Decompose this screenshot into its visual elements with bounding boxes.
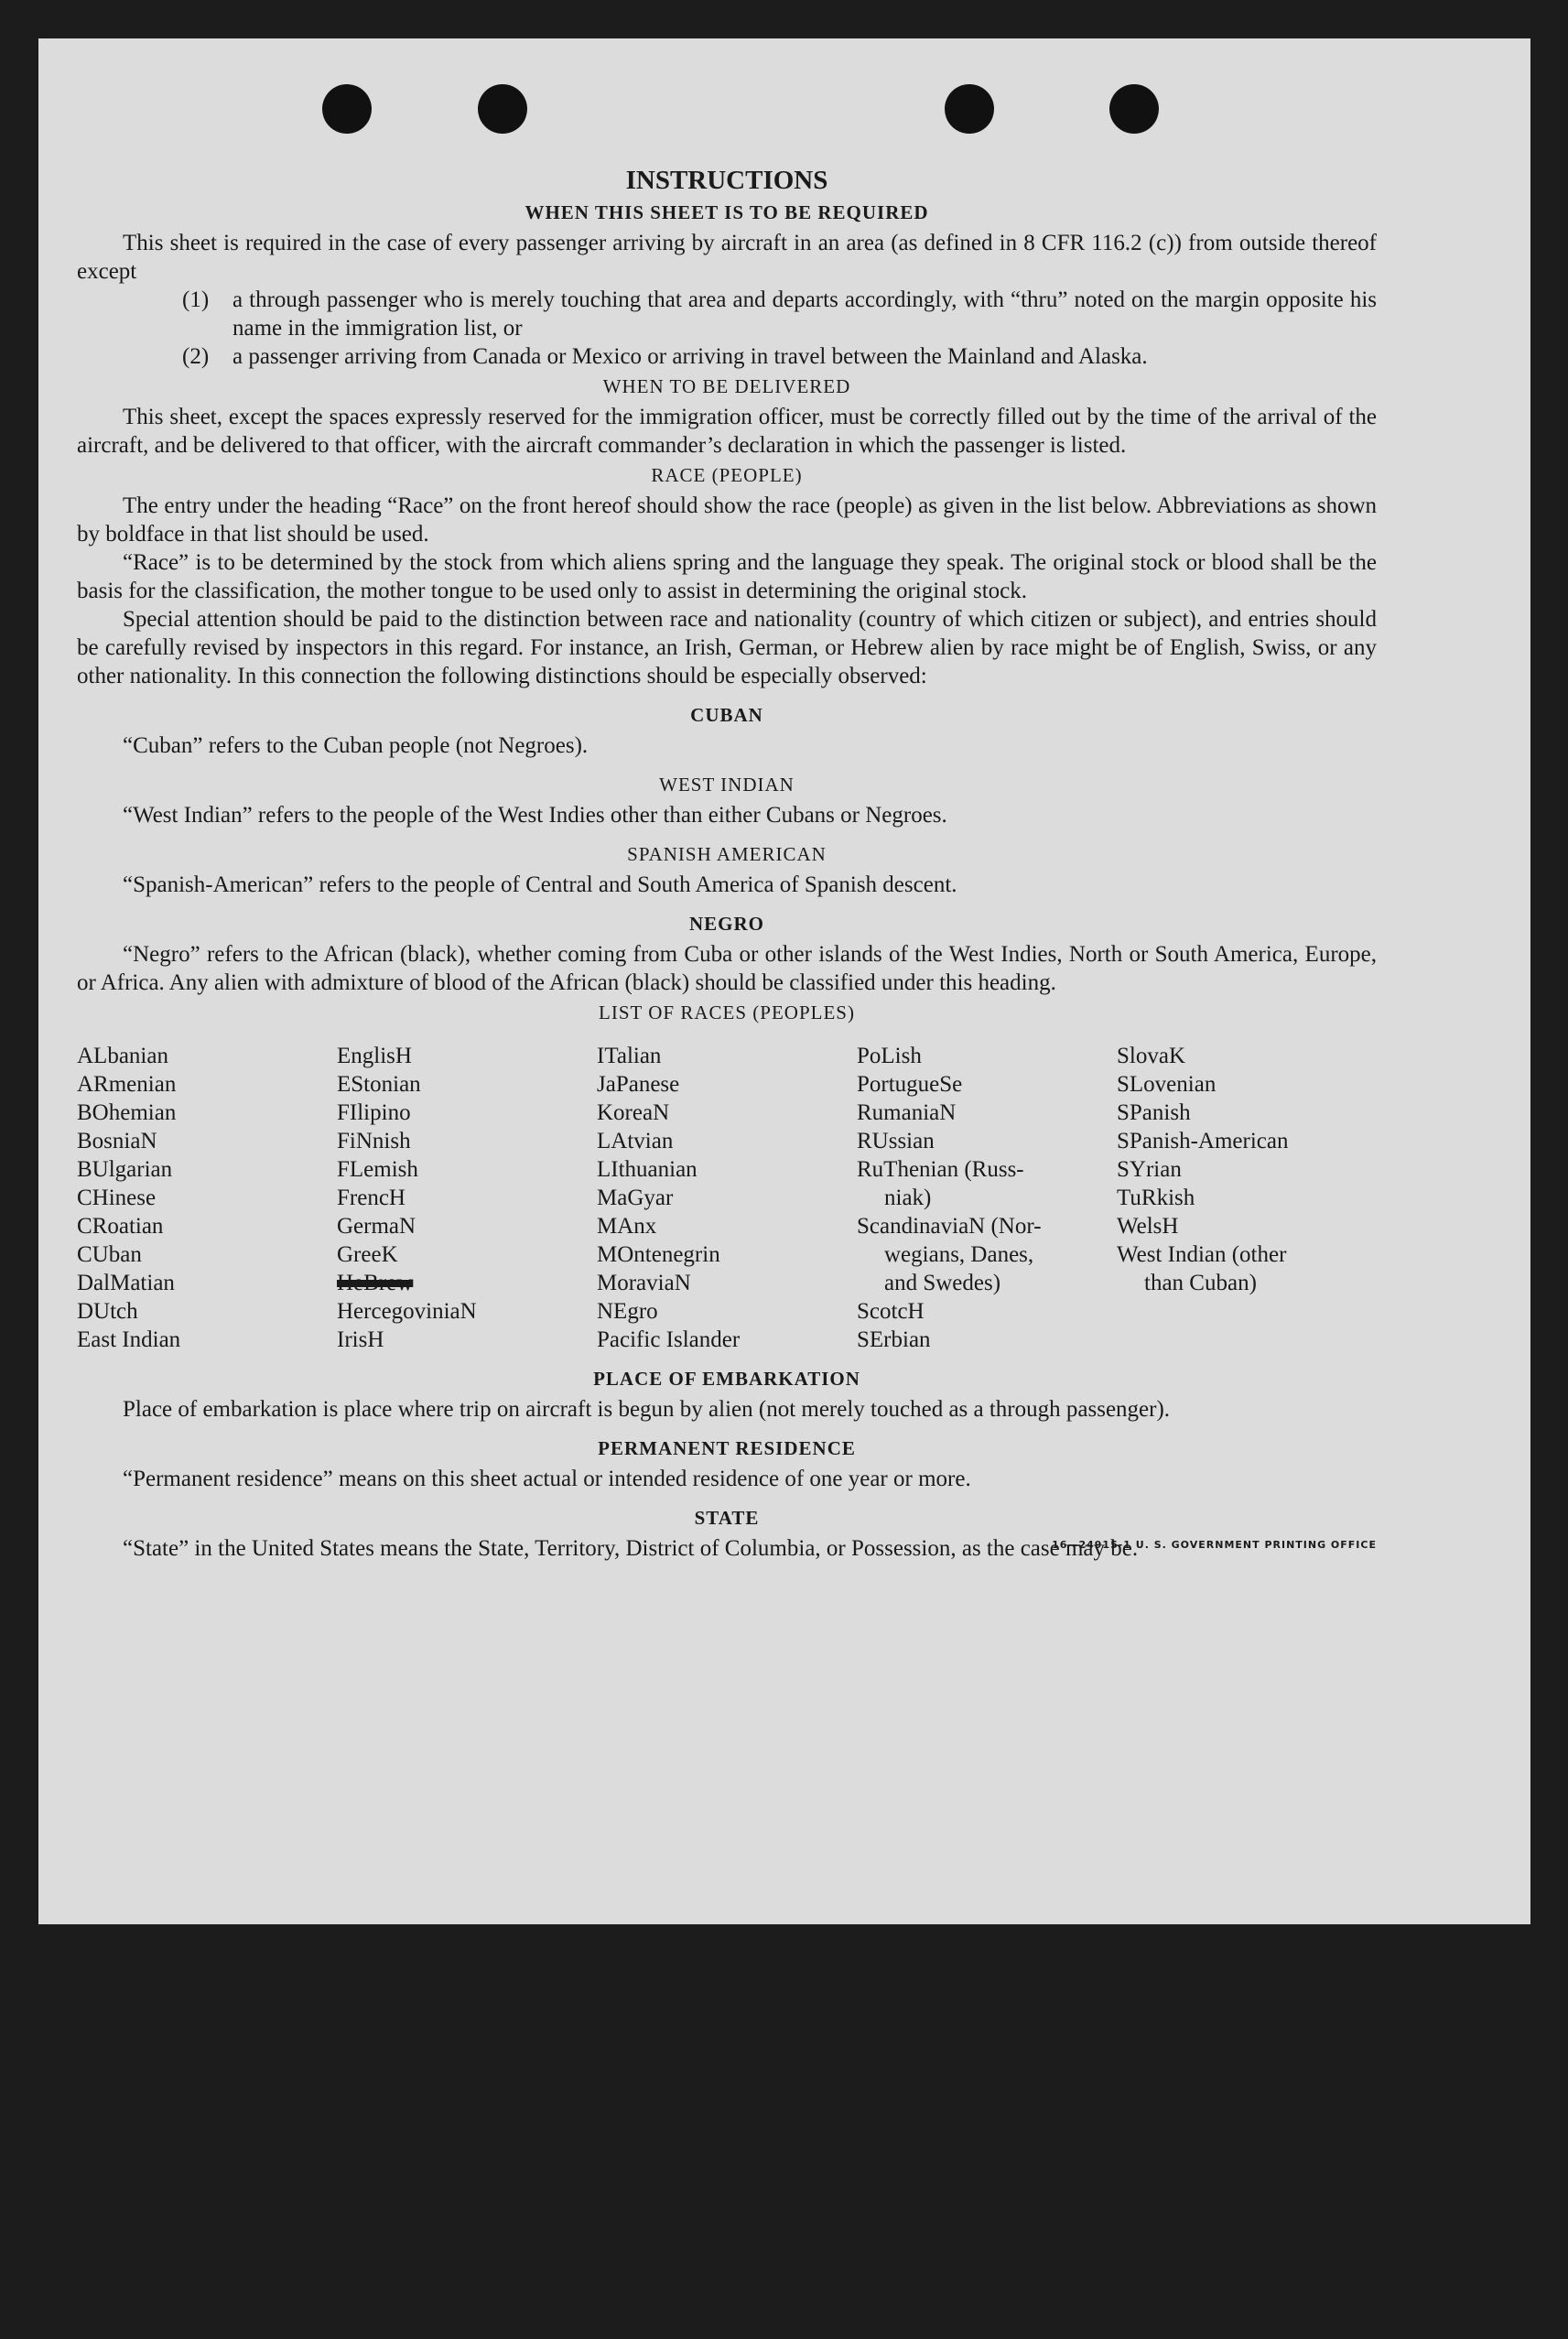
race-entry: HercegoviniaN [337, 1299, 477, 1324]
race-entry: IrisH [337, 1327, 384, 1352]
race-entry: FIlipino [337, 1100, 411, 1125]
race-entry: MOntenegrin [597, 1242, 720, 1267]
section-heading-when-delivered: WHEN TO BE DELIVERED [602, 375, 851, 397]
race-entry: SLovenian [1117, 1072, 1217, 1097]
race-entry: BOhemian [77, 1100, 177, 1125]
race-entry: wegians, Danes, [884, 1242, 1034, 1267]
race-paragraph: “Race” is to be determined by the stock from which aliens spring and the language they speak. The original stock or blood shall be the basis for the classification, the mother tongue to be used only to assist in determining the original stock. [77, 550, 1377, 603]
race-entry: Pacific Islander [597, 1327, 741, 1352]
races-column [77, 1042, 337, 1354]
document-sheet [38, 38, 1530, 1924]
race-entry: FrencH [337, 1186, 406, 1210]
race-entry: TuRkish [1117, 1186, 1195, 1210]
punch-hole [945, 84, 994, 134]
race-entry: MoraviaN [597, 1271, 691, 1295]
race-entry: JaPanese [597, 1072, 680, 1097]
item-text: a passenger arriving from Canada or Mexico or arriving in travel between the Mainland and Alaska. [232, 344, 1148, 369]
race-entry: East Indian [77, 1327, 181, 1352]
race-entry: PortugueSe [857, 1072, 963, 1097]
races-column [1117, 1042, 1377, 1354]
section-heading-state: STATE [694, 1507, 760, 1529]
list-item [182, 342, 1377, 371]
race-entry: niak) [884, 1186, 932, 1210]
section-heading-embarkation: PLACE OF EMBARKATION [593, 1368, 860, 1390]
race-entry: FLemish [337, 1157, 418, 1182]
race-entry: and Swedes) [884, 1271, 1001, 1295]
race-entry: ALbanian [77, 1044, 168, 1068]
embarkation-text: Place of embarkation is place where trip on aircraft is begun by alien (not merely touched as a through passenger). [123, 1397, 1171, 1422]
race-entry: KoreaN [597, 1100, 670, 1125]
page-title: INSTRUCTIONS [625, 166, 828, 195]
race-entry: DalMatian [77, 1271, 175, 1295]
punch-hole [1109, 84, 1159, 134]
item-number: (1) [182, 287, 210, 312]
section-heading-west-indian: WEST INDIAN [659, 774, 795, 796]
race-entry: EStonian [337, 1072, 421, 1097]
race-entry: SYrian [1117, 1157, 1182, 1182]
race-entry: BUlgarian [77, 1157, 173, 1182]
race-entry: GermaN [337, 1214, 416, 1239]
race-entry: DUtch [77, 1299, 138, 1324]
race-paragraph: The entry under the heading “Race” on the front hereof should show the race (people) as given in the list below. Abbreviations as shown by boldface in that list should be used. [77, 493, 1377, 547]
list-item [182, 286, 1377, 342]
race-entry: ARmenian [77, 1072, 177, 1097]
race-entry: SPanish-American [1117, 1129, 1289, 1153]
section-heading-spanish-american: SPANISH AMERICAN [627, 843, 827, 865]
state-block [77, 1534, 1377, 1563]
section-heading-list-of-races: LIST OF RACES (PEOPLES) [599, 1002, 855, 1023]
race-entry: FiNnish [337, 1129, 411, 1153]
race-entry-struck: HeBrew [337, 1271, 414, 1295]
races-column [597, 1042, 857, 1354]
residence-text: “Permanent residence” means on this sheet actual or intended residence of one year or more. [123, 1467, 971, 1491]
printer-code: 16—24915-1 U. S. GOVERNMENT PRINTING OFFICE [1052, 1539, 1377, 1551]
race-paragraph: Special attention should be paid to the distinction between race and nationality (country of which citizen or subject), and entries should be carefully revised by inspectors in this regard. For instance, an Irish, German, or Hebrew alien by race might be of English, Swiss, or any other nationality. In this connection the following distinctions should be especially observed: [77, 607, 1377, 688]
west-indian-text: “West Indian” refers to the people of the West Indies other than either Cubans or Negroes. [123, 803, 947, 828]
race-entry: MaGyar [597, 1186, 674, 1210]
race-entry: SPanish [1117, 1100, 1191, 1125]
race-entry: LIthuanian [597, 1157, 697, 1182]
race-entry: RuThenian (Russ- [857, 1157, 1024, 1182]
races-column [857, 1042, 1117, 1354]
item-number: (2) [182, 344, 210, 369]
negro-text: “Negro” refers to the African (black), whether coming from Cuba or other islands of the West Indies, North or South America, Europe, or Africa. Any alien with admixture of blood of the African (black) should be classified under this heading. [77, 942, 1377, 995]
race-entry: SErbian [857, 1327, 931, 1352]
race-entry: NEgro [597, 1299, 658, 1324]
race-entry: ITalian [597, 1044, 662, 1068]
race-entry: RumaniaN [857, 1100, 957, 1125]
race-entry: ScandinaviaN (Nor- [857, 1214, 1042, 1239]
when-delivered-text: This sheet, except the spaces expressly reserved for the immigration officer, must be correctly filled out by the time of the arrival of the aircraft, and be delivered to that officer, with the aircraft commander’s declaration in which the passenger is listed. [77, 405, 1377, 458]
cuban-text: “Cuban” refers to the Cuban people (not Negroes). [123, 733, 589, 758]
punch-hole [322, 84, 372, 134]
when-required-intro: This sheet is required in the case of every passenger arriving by aircraft in an area (as defined in 8 CFR 116.2 (c)) from outside thereof except [77, 231, 1377, 284]
state-text: “State” in the United States means the State, Territory, District of Columbia, or Possession, as the case may be. [123, 1536, 1139, 1561]
section-heading-negro: NEGRO [688, 913, 764, 935]
race-entry: than Cuban) [1144, 1271, 1257, 1295]
section-heading-when-required: WHEN THIS SHEET IS TO BE REQUIRED [524, 201, 929, 223]
race-entry: SlovaK [1117, 1044, 1185, 1068]
race-entry: GreeK [337, 1242, 398, 1267]
race-entry: RUssian [857, 1129, 935, 1153]
race-entry: CUban [77, 1242, 142, 1267]
race-entry: West Indian (other [1117, 1242, 1287, 1267]
section-heading-cuban: CUBAN [690, 704, 763, 726]
item-text: a through passenger who is merely touching that area and departs accordingly, with “thru” noted on the margin opposite his name in the immigration list, or [232, 287, 1377, 341]
races-column [337, 1042, 597, 1354]
section-heading-race: RACE (PEOPLE) [651, 464, 803, 486]
punch-hole [478, 84, 527, 134]
races-list [77, 1042, 1377, 1354]
section-heading-residence: PERMANENT RESIDENCE [598, 1437, 856, 1459]
race-entry: PoLish [857, 1044, 922, 1068]
spanish-american-text: “Spanish-American” refers to the people of Central and South America of Spanish descent. [123, 872, 957, 897]
race-entry: BosniaN [77, 1129, 157, 1153]
race-entry: MAnx [597, 1214, 657, 1239]
race-entry: CHinese [77, 1186, 157, 1210]
race-entry: ScotcH [857, 1299, 925, 1324]
race-entry: CRoatian [77, 1214, 164, 1239]
instructions-content [77, 167, 1377, 1563]
race-entry: WelsH [1117, 1214, 1179, 1239]
race-entry: EnglisH [337, 1044, 412, 1068]
race-entry: LAtvian [597, 1129, 674, 1153]
